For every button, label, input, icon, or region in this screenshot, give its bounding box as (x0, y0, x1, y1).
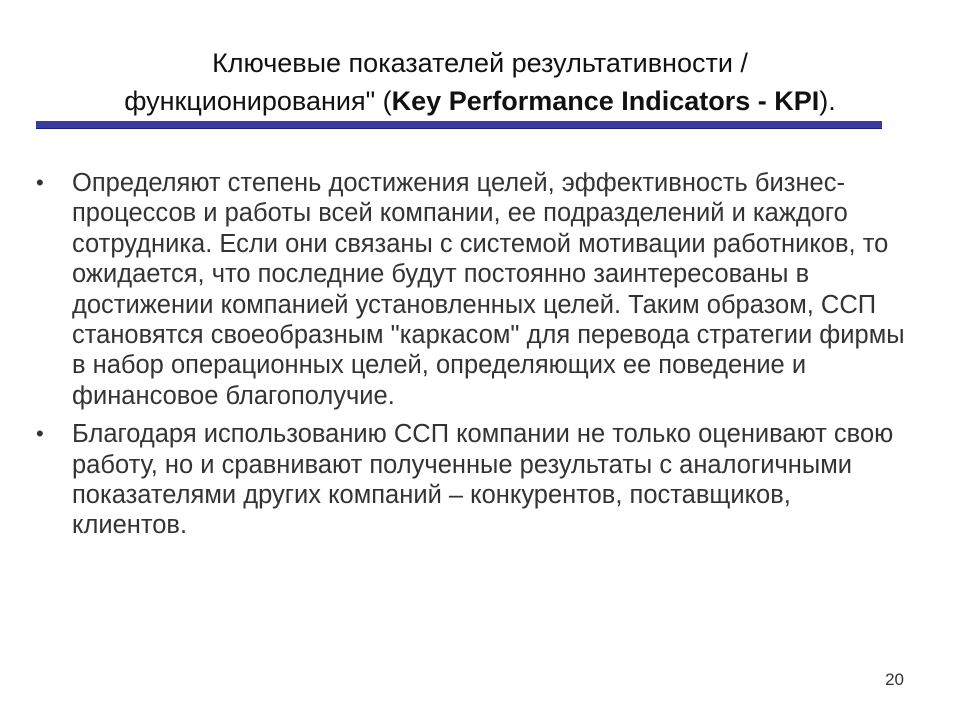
bullet-item (30, 168, 910, 411)
title-underline (36, 121, 882, 129)
bullet-list (30, 168, 910, 549)
bullet-marker-icon: • (36, 170, 44, 195)
bullet-text: Определяют степень достижения целей, эффективность бизнес-процессов и работы всей компании, ее подразделений и каждого сотрудника. Если они связаны с системой мотивации работников, то ожидается, что последние будут постоянно заинтересованы в достижении компанией установленных целей. Таким образом, ССП становятся своеобразным "каркасом" для перевода стратегии фирмы в набор операционных целей, определяющих ее поведение и финансовое благополучие. (72, 169, 905, 410)
slide-title (40, 44, 920, 120)
bullet-marker-icon: • (36, 421, 44, 447)
title-line-2-prefix: функционирования" ( (124, 86, 392, 116)
bullet-item (30, 419, 910, 541)
title-line-2-suffix: ). (819, 86, 836, 116)
title-line-2-bold: Key Performance Indicators - KPI (391, 86, 820, 116)
title-line-1: Ключевые показателей результативности / (212, 48, 748, 78)
page-number: 20 (885, 670, 904, 689)
bullet-text: Благодаря использованию ССП компании не только оценивают свою работу, но и сравнивают полученные результаты с аналогичными показателями других компаний – конкурентов, поставщиков, клиентов. (72, 420, 894, 540)
